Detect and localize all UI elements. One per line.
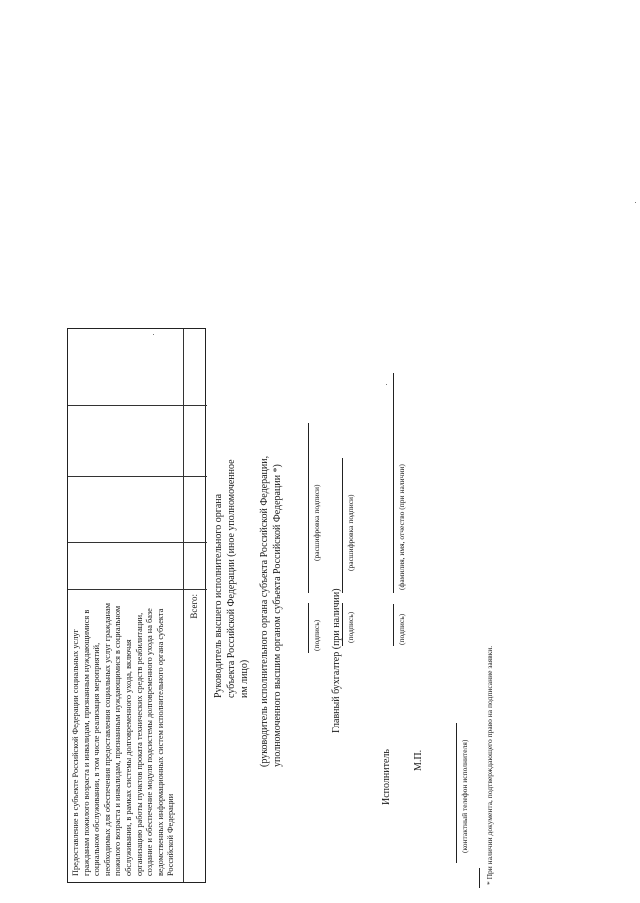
scan-speck bbox=[153, 334, 154, 335]
fio-caption: (фамилия, имя, отчество (при наличии) bbox=[397, 464, 406, 590]
exec-title: (руководитель исполнительного органа субъекта Российской Федерации, уполномоченного высшим органом субъекта Российской Федерации *) bbox=[259, 455, 283, 767]
activity-description: Предоставление в субъекте Российской Федерации социальных услуг гражданам пожилого возраста и инвалидам, признанным нуждающимися в социальном обслуживании, в том числе реализация мероприятий, необходимых для обеспечения предоставления социальных услуг гражданам пожилого возраста и инвалидам, признанным нуждающимися в социальном обслуживании, в рамках системы долговременного ухода, включая организацию работы пунктов проката технических средств реабилитации, создание и обеспечение модуля подсистемы долговременного ухода на базе ведомственных информационных систем исполнительного органа субъекта Российской Федерации bbox=[71, 603, 176, 876]
footnote: * При наличии документа, подтверждающего право на подписание заявки. bbox=[485, 645, 494, 885]
scan-speck bbox=[386, 384, 387, 385]
signature-caption: (подпись) bbox=[397, 613, 406, 645]
decoding-caption: (расшифровка подписи) bbox=[312, 484, 321, 561]
table-divider bbox=[68, 589, 207, 590]
head-title: Руководитель высшего исполнительного органа субъекта Российской Федерации (иное уполномоченное им лицо) bbox=[213, 459, 250, 698]
signature-line bbox=[342, 603, 343, 646]
phone-caption: (контактный телефон исполнителя) bbox=[460, 739, 469, 853]
signature-caption: (подпись) bbox=[312, 619, 321, 651]
fio-line bbox=[393, 373, 394, 593]
signature-line bbox=[308, 603, 309, 653]
accountant-title: Главный бухгалтер (при наличии) bbox=[331, 588, 342, 733]
decoding-line bbox=[308, 423, 309, 593]
table-total-divider bbox=[183, 329, 184, 882]
performer-title: Исполнитель bbox=[381, 749, 392, 805]
scan-speck bbox=[635, 202, 636, 203]
table-divider bbox=[68, 542, 207, 543]
total-label: Всего: bbox=[189, 594, 199, 619]
footnote-rule bbox=[479, 868, 480, 888]
decoding-line bbox=[342, 458, 343, 593]
signature-caption: (подпись) bbox=[346, 611, 355, 643]
signature-line bbox=[393, 604, 394, 646]
activity-table bbox=[67, 328, 206, 883]
phone-line bbox=[456, 723, 457, 863]
stamp-label: М.П. bbox=[413, 749, 424, 771]
table-divider bbox=[68, 476, 207, 477]
table-divider bbox=[68, 405, 207, 406]
decoding-caption: (расшифровка подписи) bbox=[346, 494, 355, 571]
